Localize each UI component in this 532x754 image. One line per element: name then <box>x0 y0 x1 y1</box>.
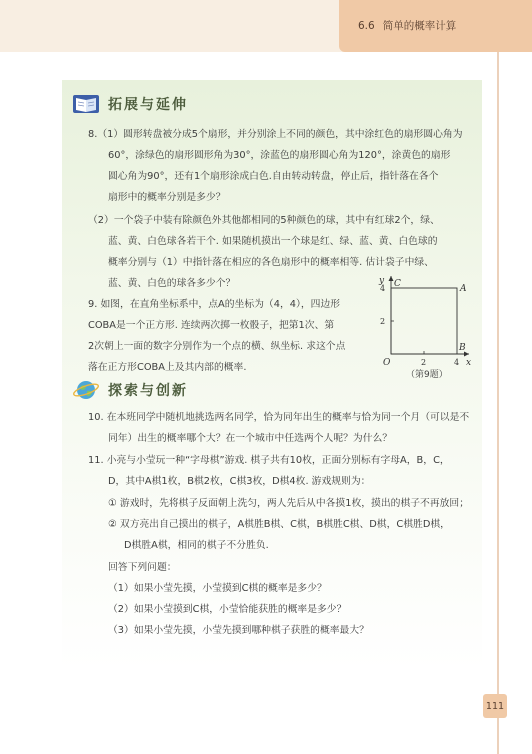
problem11-line: ① 游戏时，先将棋子反面朝上洗匀，两人先后从中各摸1枚，摸出的棋子不再放回； <box>108 498 470 509</box>
section-heading-explore <box>72 378 188 402</box>
page-number: 111 <box>483 694 507 718</box>
problem8-line: 8.（1）圆形转盘被分成5个扇形，并分别涂上不同的颜色，其中涂红色的扇形圆心角为 <box>88 129 463 140</box>
section-heading-extension <box>72 92 188 116</box>
problem8-line: 蓝、黄、白色球各若干个. 如果随机摸出一个球是红、绿、蓝、黄、白色球的 <box>108 236 438 247</box>
y-axis-arrow <box>389 276 394 281</box>
tick-label-x2: 2 <box>421 358 427 367</box>
label-A: A <box>460 284 467 294</box>
problem10-line: 同年）出生的概率哪个大？在一个城市中任选两个人呢？为什么？ <box>108 433 393 444</box>
book-icon <box>72 92 102 116</box>
figure-caption: （第9题） <box>406 370 448 380</box>
tick-label-y2: 2 <box>380 317 386 326</box>
problem11-line: ② 双方亮出自己摸出的棋子，A棋胜B棋、C棋，B棋胜C棋、D棋，C棋胜D棋， <box>108 519 450 530</box>
problem9-line: 落在正方形COBA上及其内部的概率. <box>88 362 247 373</box>
section-title-extension: 拓展与延伸 <box>108 97 188 113</box>
problem9-line: 9. 如图，在直角坐标系中，点A的坐标为（4，4），四边形 <box>88 299 341 310</box>
problem8-line: 蓝、黄、白色的球各多少个？ <box>108 278 236 289</box>
tick-label-x4: 4 <box>454 358 460 367</box>
running-header <box>358 18 456 33</box>
square-COBA <box>391 288 457 354</box>
problem11-line: （1）如果小莹先摸，小莹摸到C棋的概率是多少？ <box>108 583 327 594</box>
problem8-line: 扇形中的概率分别是多少？ <box>108 192 226 203</box>
section-title: 简单的概率计算 <box>382 20 457 32</box>
label-B: B <box>459 343 466 353</box>
problem8-line: 概率分别与（1）中指针落在相应的各色扇形中的概率相等. 估计袋子中绿、 <box>108 257 434 268</box>
problem10-line: 10. 在本班同学中随机地挑选两名同学，恰为同年出生的概率与恰为同一个月（可以是不 <box>88 412 470 423</box>
problem8-line: 圆心角为90°，还有1个扇形涂成白色.自由转动转盘，停止后，指针落在各个 <box>108 171 439 182</box>
globe-icon <box>72 378 102 402</box>
problem11-line: 回答下列问题： <box>108 562 177 573</box>
problem11-line: D，其中A棋1枚，B棋2枚，C棋3枚，D棋4枚. 游戏规则为： <box>108 476 371 487</box>
problem11-line: D棋胜A棋，相同的棋子不分胜负. <box>124 540 269 551</box>
problem8-line: 60°，涂绿色的扇形圆形角为30°，涂蓝色的扇形圆心角为120°，涂黄色的扇形 <box>108 150 451 161</box>
problem8-line: （2）一个袋子中装有除颜色外其他都相同的5种颜色的球，其中有红球2个，绿、 <box>88 215 440 226</box>
section-number: 6.6 <box>358 20 375 32</box>
section-title-explore: 探索与创新 <box>108 383 188 399</box>
label-y: y <box>379 276 385 286</box>
label-O: O <box>383 358 391 368</box>
problem11-line: 11. 小亮与小莹玩一种“字母棋”游戏. 棋子共有10枚，正面分别标有字母A，B，C， <box>88 455 450 466</box>
label-x: x <box>466 358 472 368</box>
label-C: C <box>394 279 401 289</box>
margin-rule <box>497 52 499 754</box>
tick-label-y4: 4 <box>380 284 386 293</box>
problem9-line: 2次朝上一面的数字分别作为一个点的横、纵坐标. 求这个点 <box>88 341 346 352</box>
problem9-line: COBA是一个正方形. 连续两次掷一枚骰子，把第1次、第 <box>88 320 335 331</box>
problem11-line: （3）如果小莹先摸，小莹先摸到哪种棋子获胜的概率最大？ <box>108 625 369 636</box>
problem11-line: （2）如果小莹摸到C棋，小莹恰能获胜的概率是多少？ <box>108 604 347 615</box>
coordinate-figure <box>375 272 475 370</box>
